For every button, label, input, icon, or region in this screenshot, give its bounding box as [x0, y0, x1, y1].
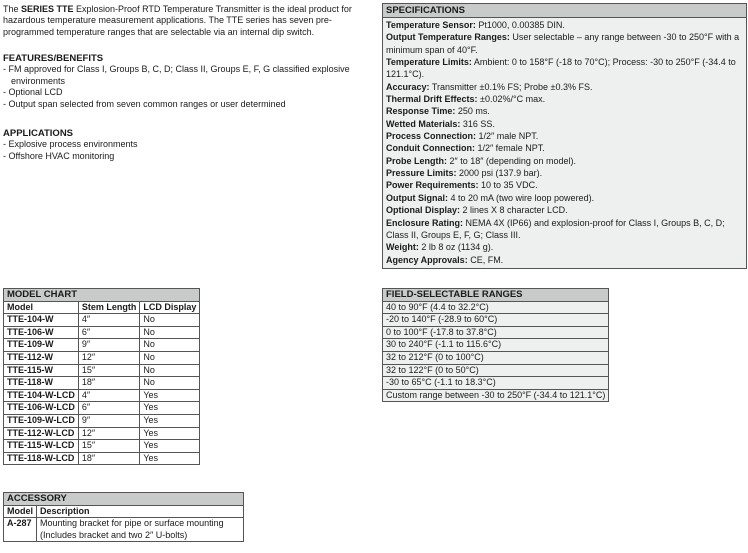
lcd-display-cell: Yes	[140, 402, 200, 415]
lcd-display-cell: No	[140, 339, 200, 352]
application-item: - Explosive process environments	[3, 139, 375, 150]
applications-section	[3, 128, 375, 162]
table-row	[383, 377, 609, 390]
table-row	[4, 314, 200, 327]
feature-item: - Optional LCD	[3, 87, 375, 98]
table-row	[4, 364, 200, 377]
lcd-display-cell: Yes	[140, 440, 200, 453]
spec-item	[386, 217, 743, 242]
spec-value: 1/2″ male NPT.	[476, 131, 539, 142]
table-row	[4, 326, 200, 339]
spec-label: Accuracy:	[386, 81, 430, 92]
range-cell: 30 to 240°F (-1.1 to 115.6°C)	[383, 339, 609, 352]
range-cell: -20 to 140°F (-28.9 to 60°C)	[383, 314, 609, 327]
table-row	[4, 427, 200, 440]
range-cell: -30 to 65°C (-1.1 to 18.3°C)	[383, 377, 609, 390]
stem-length-cell: 6″	[78, 402, 140, 415]
lcd-display-cell: Yes	[140, 427, 200, 440]
model-cell: TTE-112-W-LCD	[4, 427, 79, 440]
features-title: FEATURES/BENEFITS	[3, 53, 104, 64]
spec-item	[386, 19, 743, 31]
table-row	[4, 389, 200, 402]
table-row	[383, 339, 609, 352]
model-chart-header: LCD Display	[140, 301, 200, 314]
specifications-list	[383, 18, 746, 268]
table-row	[4, 402, 200, 415]
spec-value: 250 ms.	[455, 106, 490, 117]
applications-title: APPLICATIONS	[3, 128, 74, 139]
specifications-box	[382, 3, 747, 269]
accessory-header: Description	[37, 505, 244, 518]
table-row	[383, 364, 609, 377]
model-cell: TTE-109-W-LCD	[4, 414, 79, 427]
model-chart-header: Model	[4, 301, 79, 314]
spec-label: Output Temperature Ranges:	[386, 32, 510, 43]
spec-label: Process Connection:	[386, 131, 477, 142]
field-ranges-table	[382, 288, 609, 402]
table-row	[4, 339, 200, 352]
spec-label: Enclosure Rating:	[386, 217, 464, 228]
model-cell: TTE-106-W-LCD	[4, 402, 79, 415]
lcd-display-cell: Yes	[140, 414, 200, 427]
model-cell: TTE-115-W-LCD	[4, 440, 79, 453]
spec-value: Pt1000, 0.00385 DIN.	[475, 20, 565, 30]
model-cell: TTE-109-W	[4, 339, 79, 352]
range-cell: Custom range between -30 to 250°F (-34.4 to 121.1°C)	[383, 389, 609, 402]
spec-value: Ambient: 0 to 158°F (-18 to 70°C); Process: -30 to 250°F (-34.4 to 121.1°C).	[386, 57, 736, 80]
spec-label: Weight:	[386, 242, 419, 253]
spec-item	[386, 254, 743, 266]
spec-label: Optional Display:	[386, 205, 461, 216]
model-cell: TTE-112-W	[4, 351, 79, 364]
spec-value: 4 to 20 mA (two wire loop powered).	[448, 192, 595, 203]
table-row	[4, 414, 200, 427]
spec-value: 2 lines X 8 character LCD.	[460, 205, 568, 216]
spec-label: Temperature Limits:	[386, 57, 472, 68]
spec-item	[386, 167, 743, 179]
spec-value: CE, FM.	[467, 254, 504, 265]
spec-label: Temperature Sensor:	[386, 20, 476, 30]
table-row	[383, 301, 609, 314]
table-row	[4, 377, 200, 390]
accessory-model-cell: A-287	[4, 518, 37, 542]
table-row	[383, 389, 609, 402]
spec-label: Agency Approvals:	[386, 254, 468, 265]
lcd-display-cell: No	[140, 377, 200, 390]
spec-label: Wetted Materials:	[386, 118, 461, 129]
model-cell: TTE-118-W	[4, 377, 79, 390]
spec-value: 1/2″ female NPT.	[474, 143, 545, 154]
stem-length-cell: 6″	[78, 326, 140, 339]
spec-item	[386, 192, 743, 204]
spec-item	[386, 31, 743, 56]
spec-item	[386, 130, 743, 142]
table-row	[383, 326, 609, 339]
field-ranges-title: FIELD-SELECTABLE RANGES	[383, 289, 609, 302]
stem-length-cell: 12″	[78, 427, 140, 440]
model-cell: TTE-115-W	[4, 364, 79, 377]
model-cell: TTE-104-W-LCD	[4, 389, 79, 402]
spec-item	[386, 204, 743, 216]
intro-series-label: SERIES TTE	[21, 4, 74, 14]
intro-paragraph	[3, 4, 375, 38]
lcd-display-cell: No	[140, 364, 200, 377]
model-cell: TTE-118-W-LCD	[4, 452, 79, 465]
spec-item	[386, 56, 743, 81]
stem-length-cell: 9″	[78, 414, 140, 427]
intro-text-after: Explosion-Proof RTD Temperature Transmitter is the ideal product for hazardous temperature measurement applications. The TTE series has seven pre-programmed temperature ranges that are selectable via an internal dip switch.	[3, 4, 352, 37]
model-cell: TTE-104-W	[4, 314, 79, 327]
applications-list	[3, 139, 375, 162]
spec-value: 316 SS.	[460, 118, 495, 129]
spec-item	[386, 155, 743, 167]
stem-length-cell: 9″	[78, 339, 140, 352]
spec-value: NEMA 4X (IP66) and explosion-proof for Class I, Groups B, C, D; Class II, Groups E, F, G; Class III.	[386, 217, 725, 240]
spec-value: 2″ to 18″ (depending on model).	[447, 155, 576, 166]
lcd-display-cell: Yes	[140, 452, 200, 465]
spec-value: ±0.02%/°C max.	[477, 94, 546, 105]
spec-value: 10 to 35 VDC.	[478, 180, 538, 191]
table-row	[4, 518, 244, 542]
spec-label: Output Signal:	[386, 192, 448, 203]
spec-value: 2000 psi (137.9 bar).	[456, 168, 543, 179]
accessory-header: Model	[4, 505, 37, 518]
lcd-display-cell: No	[140, 314, 200, 327]
lcd-display-cell: No	[140, 326, 200, 339]
spec-value: 2 lb 8 oz (1134 g).	[418, 242, 494, 253]
spec-item	[386, 118, 743, 130]
spec-value: Transmitter ±0.1% FS; Probe ±0.3% FS.	[429, 81, 593, 92]
accessory-description-cell: Mounting bracket for pipe or surface mounting (Includes bracket and two 2″ U-bolts)	[37, 518, 244, 542]
spec-item	[386, 81, 743, 93]
stem-length-cell: 18″	[78, 377, 140, 390]
features-section	[3, 53, 375, 110]
accessory-table	[3, 492, 244, 542]
spec-item	[386, 179, 743, 191]
spec-item	[386, 93, 743, 105]
range-cell: 32 to 212°F (0 to 100°C)	[383, 351, 609, 364]
table-row	[383, 314, 609, 327]
range-cell: 40 to 90°F (4.4 to 32.2°C)	[383, 301, 609, 314]
stem-length-cell: 12″	[78, 351, 140, 364]
spec-value: User selectable – any range between -30 to 250°F with a minimum span of 40°F.	[386, 32, 740, 55]
stem-length-cell: 18″	[78, 452, 140, 465]
accessory-title: ACCESSORY	[4, 493, 244, 506]
feature-item: - Output span selected from seven common ranges or user determined	[3, 99, 375, 110]
model-cell: TTE-106-W	[4, 326, 79, 339]
range-cell: 32 to 122°F (0 to 50°C)	[383, 364, 609, 377]
model-chart-table	[3, 288, 200, 465]
features-list	[3, 64, 375, 110]
spec-label: Thermal Drift Effects:	[386, 94, 478, 105]
spec-item	[386, 241, 743, 253]
spec-label: Power Requirements:	[386, 180, 479, 191]
range-cell: 0 to 100°F (-17.8 to 37.8°C)	[383, 326, 609, 339]
table-row	[4, 351, 200, 364]
application-item: - Offshore HVAC monitoring	[3, 151, 375, 162]
spec-label: Probe Length:	[386, 155, 447, 166]
table-row	[4, 452, 200, 465]
spec-label: Response Time:	[386, 106, 456, 117]
table-row	[383, 351, 609, 364]
spec-item	[386, 142, 743, 154]
model-chart-header: Stem Length	[78, 301, 140, 314]
feature-item: - FM approved for Class I, Groups B, C, D; Class II, Groups E, F, G classified explosive environments	[3, 64, 375, 87]
lcd-display-cell: Yes	[140, 389, 200, 402]
intro-text-before: The	[3, 4, 22, 14]
specifications-title: SPECIFICATIONS	[383, 4, 746, 18]
table-row	[4, 440, 200, 453]
lcd-display-cell: No	[140, 351, 200, 364]
spec-label: Pressure Limits:	[386, 168, 457, 179]
stem-length-cell: 15″	[78, 364, 140, 377]
stem-length-cell: 4″	[78, 314, 140, 327]
spec-item	[386, 105, 743, 117]
stem-length-cell: 4″	[78, 389, 140, 402]
spec-label: Conduit Connection:	[386, 143, 475, 154]
stem-length-cell: 15″	[78, 440, 140, 453]
model-chart-title: MODEL CHART	[4, 289, 200, 302]
